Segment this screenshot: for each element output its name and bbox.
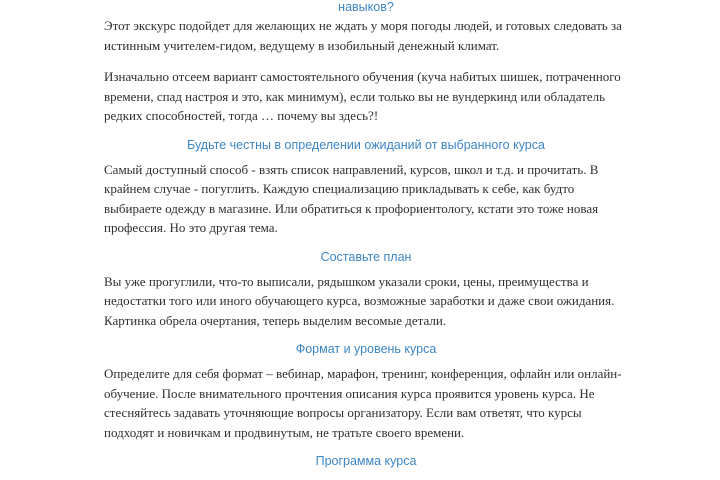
section-heading-plan: Составьте план (320, 249, 412, 264)
paragraph-expectations: Самый доступный способ - взять список направлений, курсов, школ и т.д. и прочитать. В крайнем случае - погуглить. Каждую специализацию прикладывать к себе, как будто выбираете одежду в магазине. Или обратиться к профориентологу, кстати это тоже новая профессия. Но это другая тема. (104, 161, 599, 235)
paragraph-plan: Вы уже прогуглили, что-то выписали, рядышком указали сроки, цены, преимущества и недостатки того или иного обучающего курса, возможные заработки и даже свои ожидания. Картинка обрела очертания, теперь выделим весомые детали. (104, 273, 615, 328)
section-heading-format: Формат и уровень курса (295, 342, 437, 356)
article-body (104, 0, 628, 470)
paragraph-intro: Этот экскурс подойдет для желающих не ждать у моря погоды людей, и готовых следовать за истинным учителем-гидом, ведущему в изобильный денежный климат. (104, 18, 622, 53)
paragraph-format: Определите для себя формат – вебинар, марафон, тренинг, конференция, офлайн или онлайн-обучение. После внимательного прочтения описания курса проявится уровень курса. Не стесняйтесь задавать уточняющие вопросы организатору. Если вам ответят, что курсы подходят и новичкам и продвинутым, не тратьте своего времени. (104, 366, 622, 440)
section-heading-program: Программа курса (315, 454, 417, 468)
section-heading-expectations: Будьте честны в определении ожиданий от выбранного курса (187, 137, 545, 152)
paragraph-self-study: Изначально отсеем вариант самостоятельного обучения (куча набитых шишек, потраченного времени, спад настроя и это, как минимум), если только вы не вундеркинд или обладатель редких способностей, тогда … почему вы здесь?! (104, 69, 621, 123)
section-heading-skills: навыков? (338, 0, 394, 14)
